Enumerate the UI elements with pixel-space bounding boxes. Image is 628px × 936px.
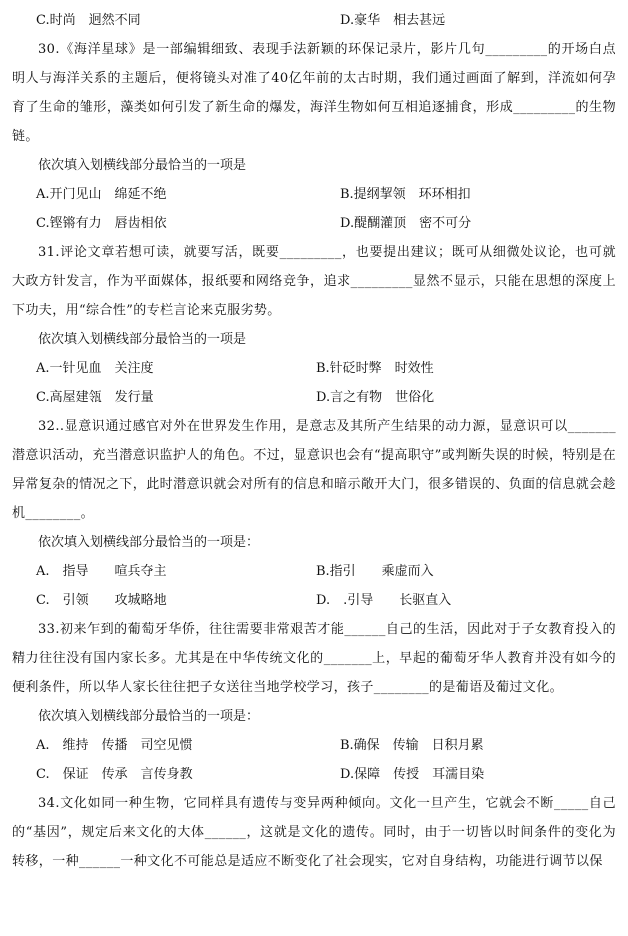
question-31 — [12, 238, 616, 412]
question-30 — [12, 35, 616, 238]
option-a[interactable]: A.开门见山 绵延不绝 — [36, 187, 167, 202]
option-c[interactable]: C.铿锵有力 唇齿相依 — [36, 216, 167, 231]
option-c[interactable]: C. 保证 传承 言传身教 — [36, 767, 193, 782]
option-row — [12, 731, 616, 760]
question-33 — [12, 615, 616, 789]
option-row — [12, 557, 616, 586]
option-b[interactable]: B.指引 乘虚而入 — [316, 564, 434, 579]
option-d[interactable]: D.言之有物 世俗化 — [316, 390, 435, 405]
option-row — [12, 760, 616, 789]
question-text: 32..显意识通过感官对外在世界发生作用，是意志及其所产生结果的动力源，显意识可以_______潜意识活动，充当潜意识监护人的角色。不过，显意识也会有“提高职守”或判断失误的时候，特别是在异常复杂的情况之下，此时潜意识就会对所有的信息和暗示敞开大门，很多错误的、负面的信息就会趁机________。 — [12, 419, 616, 521]
option-row-top — [12, 6, 616, 35]
question-32 — [12, 412, 616, 615]
option-c[interactable]: C.高屋建瓴 发行量 — [36, 390, 154, 405]
option-row — [12, 209, 616, 238]
option-d[interactable]: D.豪华 相去甚远 — [340, 13, 446, 28]
option-a[interactable]: A.一针见血 关注度 — [36, 361, 154, 376]
option-c[interactable]: C.时尚 迥然不同 — [36, 13, 141, 28]
question-prompt: 依次填入划横线部分最恰当的一项是 — [38, 158, 247, 173]
question-text: 34.文化如同一种生物，它同样具有遗传与变异两种倾向。文化一旦产生，它就会不断_____自己的“基因”，规定后来文化的大体______，这就是文化的遗传。同时，由于一切皆以时间条件的变化为转移，一种______一种文化不可能总是适应不断变化了社会现实，它对自身结构，功能进行调节以保 — [12, 796, 616, 869]
option-b[interactable]: B.确保 传输 日积月累 — [340, 738, 484, 753]
option-row — [12, 383, 616, 412]
option-c[interactable]: C. 引领 攻城略地 — [36, 593, 167, 608]
question-34 — [12, 789, 616, 876]
option-b[interactable]: B.提纲挈领 环环相扣 — [340, 187, 471, 202]
question-prompt: 依次填入划横线部分最恰当的一项是 — [38, 332, 247, 347]
option-b[interactable]: B.针砭时弊 时效性 — [316, 361, 434, 376]
question-text: 33.初来乍到的葡萄牙华侨，往往需要非常艰苦才能______自己的生活，因此对于子女教育投入的精力往往没有国内家长多。尤其是在中华传统文化的_______上，早起的葡萄牙华人教育并没有如今的便利条件，所以华人家长往往把子女送往当地学校学习，孩子________的是葡语及葡过文化。 — [12, 622, 616, 695]
option-a[interactable]: A. 指导 喧兵夺主 — [36, 564, 167, 579]
option-d[interactable]: D.醍醐灌顶 密不可分 — [340, 216, 472, 231]
option-row — [12, 586, 616, 615]
option-a[interactable]: A. 维持 传播 司空见惯 — [36, 738, 193, 753]
question-prompt: 依次填入划横线部分最恰当的一项是： — [38, 535, 260, 550]
option-row — [12, 354, 616, 383]
question-text: 31.评论文章若想可读，就要写活，既要_________，也要提出建议；既可从细微处议论，也可就大政方针发言，作为平面媒体，报纸要和网络竞争，追求_________显然不显示，只能在思想的深度上下功夫，用“综合性”的专栏言论来克服劣势。 — [12, 245, 616, 318]
option-row — [12, 180, 616, 209]
option-d[interactable]: D. .引导 长驱直入 — [316, 593, 452, 608]
question-text: 30.《海洋星球》是一部编辑细致、表现手法新颖的环保记录片，影片几句_________的开场白点明人与海洋关系的主题后，便将镜头对准了40亿年前的太古时期，我们通过画面了解到，洋流如何孕育了生命的雏形，藻类如何引发了新生命的爆发，海洋生物如何互相追逐捕食，形成_________的生物链。 — [12, 42, 616, 144]
option-d[interactable]: D.保障 传授 耳濡目染 — [340, 767, 485, 782]
question-prompt: 依次填入划横线部分最恰当的一项是： — [38, 709, 260, 724]
